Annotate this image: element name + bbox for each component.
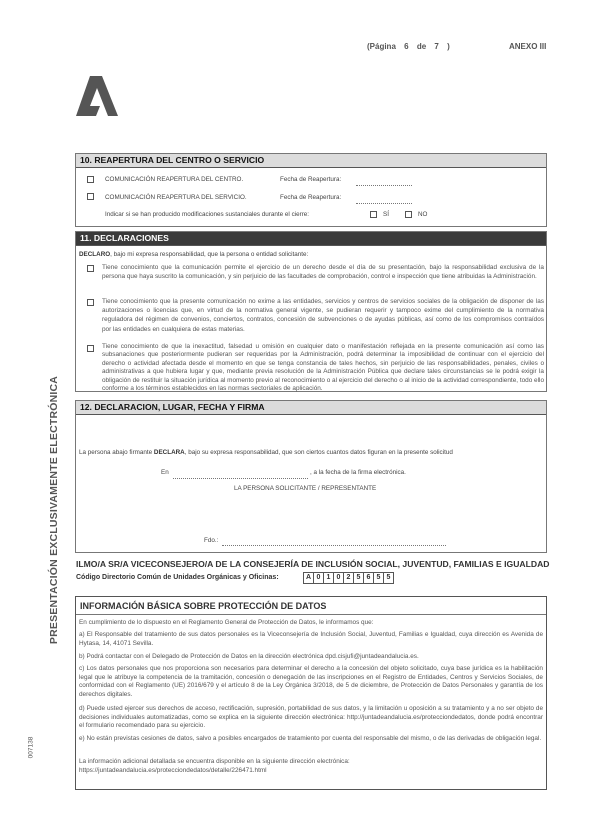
annex-label: ANEXO III xyxy=(509,42,547,51)
reopen-service-label: COMUNICACIÓN REAPERTURA DEL SERVICIO. xyxy=(105,194,247,201)
data-protection-divider xyxy=(76,614,546,615)
form-code: 007138 xyxy=(27,736,35,759)
reopen-service-date-input[interactable] xyxy=(356,203,412,204)
data-protection-d: d) Puede usted ejercer sus derechos de acceso, rectificación, supresión, portabilidad de sus datos, y la limitación u oposición a su tratamiento y a no ser objeto de decisiones individuales automatizadas, como se explica en la siguiente dirección electrónica: http://juntadeandalucia.es/protecciondedatos, donde podrá encontrar el formulario recomendado para su ejercicio. xyxy=(79,705,543,730)
section-11-title: 11. DECLARACIONES xyxy=(80,233,169,243)
data-protection-c: c) Los datos personales que nos proporciona son necesarios para determinar el derecho a la concesión del objeto solicitado, cuya base jurídica es la habilitación legal que le atribuye la competencia de la tramitación, concesión o denegación de las inscripciones en el Registro de Entidades, Centros y Servicios Sociales, de conformidad con el Reglamento (UE) 2016/679 y el artículo 8 de la Ley Orgánica 3/2018, de 5 de diciembre, de Protección de Datos Personales y garantía de los derechos digitales. xyxy=(79,665,543,698)
modifications-question: Indicar si se han producido modificaciones sustanciales durante el cierre: xyxy=(105,211,310,218)
vertical-presentation-text: PRESENTACIÓN EXCLUSIVAMENTE ELECTRÓNICA xyxy=(48,375,60,645)
data-protection-e: e) No están previstas cesiones de datos, salvo a posibles encargados de tratamiento por cuenta del responsable del mismo, o de las derivadas de obligación legal. xyxy=(79,735,542,742)
declaration-1-checkbox[interactable] xyxy=(87,265,94,272)
declaration-2-text: Tiene conocimiento que la presente comunicación no exime a las entidades, servicios y centros de servicios sociales de la obligación de disponer de las autorizaciones o licencias que, en virtud de la normativa general vigente, se pudieran requerir y tampoco exime del cumplimiento de la normativa reguladora del régimen de convenios, conciertos, contratos, concesión de subvenciones o de ayudas públicas, así como de los compromisos contraídos por las entidades en cualquiera de estas materias. xyxy=(102,298,544,333)
reopen-service-checkbox[interactable] xyxy=(87,193,94,200)
directory-code-char: A xyxy=(303,572,314,584)
reopen-service-date-label: Fecha de Reapertura: xyxy=(280,194,342,201)
reopen-center-label: COMUNICACIÓN REAPERTURA DEL CENTRO. xyxy=(105,176,244,183)
data-protection-section xyxy=(75,596,547,790)
data-protection-a: a) El Responsable del tratamiento de sus datos personales es la Viceconsejería de Inclusión Social, Juventud, Familias e Igualdad, cuya dirección es Avenida de Hytasa, 14, 41071 Sevilla. xyxy=(79,631,543,647)
declaration-intro xyxy=(79,251,308,258)
modifications-yes-label: SÍ xyxy=(383,211,389,218)
page-indicator xyxy=(367,42,450,51)
signature-declaration xyxy=(79,449,453,456)
directory-code-char: 0 xyxy=(333,572,344,584)
data-protection-intro: En cumplimiento de lo dispuesto en el Reglamento General de Protección de Datos, le informamos que: xyxy=(79,619,374,626)
reopen-center-date-label: Fecha de Reapertura: xyxy=(280,176,342,183)
declaration-intro-bold: DECLARO xyxy=(79,251,111,258)
data-protection-b: b) Podrá contactar con el Delegado de Protección de Datos en la dirección electrónica dpd.cisjufi@juntadeandalucia.es. xyxy=(79,653,419,660)
declaration-intro-rest: , bajo mi expresa responsabilidad, que la persona o entidad solicitante: xyxy=(110,251,309,258)
place-label: En xyxy=(161,469,169,476)
directory-code-char: 1 xyxy=(323,572,334,584)
page-number: 6 xyxy=(404,42,409,51)
modifications-yes-checkbox[interactable] xyxy=(370,211,377,218)
signature-declaration-b: , bajo su expresa responsabilidad, que son ciertos cuantos datos figuran en la presente solicitud xyxy=(184,449,453,456)
data-protection-title: INFORMACIÓN BÁSICA SOBRE PROTECCIÓN DE DATOS xyxy=(80,601,327,611)
page-close: ) xyxy=(447,42,450,51)
modifications-no-label: NO xyxy=(418,211,428,218)
signature-declaration-a: La persona abajo firmante xyxy=(79,449,154,456)
directory-code-char: 5 xyxy=(383,572,394,584)
directory-code-char: 6 xyxy=(363,572,374,584)
signature-label: Fdo.: xyxy=(204,537,219,544)
recipient-title: ILMO/A SR/A VICECONSEJERO/A DE LA CONSEJERÍA DE INCLUSIÓN SOCIAL, JUVENTUD, FAMILIAS E IGUALDAD xyxy=(76,559,550,569)
signature-input[interactable] xyxy=(222,545,446,546)
modifications-no-checkbox[interactable] xyxy=(405,211,412,218)
declaration-3-checkbox[interactable] xyxy=(87,345,94,352)
directory-code-char: 5 xyxy=(353,572,364,584)
section-10-header xyxy=(76,154,546,168)
declaration-2-checkbox[interactable] xyxy=(87,299,94,306)
declaration-3-text: Tiene conocimiento de que la inexactitud, falsedad u omisión en cualquier dato o manifestación reflejada en la presente comunicación así como las subsanaciones que posteriormente pudieran ser requeridas por la Administración, podrá determinar la imposibilidad de continuar con el ejercicio del derecho o actividad afectada desde el momento en que se tenga constancia de tales hechos, sin perjuicio de las responsabilidades, penales, civiles o administrativas a que hubiera lugar y que, mediante previa resolución de la Administración Pública que declare tales circunstancias se le podrá exigir la obligación de restituir la situación jurídica al momento previo al reconocimiento o al ejercicio del derecho o al inicio de la actividad correspondiente, todo ello conforme a los términos establecidos en las normas sectoriales de aplicación. xyxy=(102,343,544,393)
directory-code-label: Código Directorio Común de Unidades Orgánicas y Oficinas: xyxy=(76,574,279,581)
date-text: , a la fecha de la firma electrónica. xyxy=(310,469,406,476)
section-10-title: 10. REAPERTURA DEL CENTRO O SERVICIO xyxy=(80,155,265,165)
section-12-header xyxy=(76,401,546,415)
section-12 xyxy=(75,400,547,553)
section-11-header xyxy=(76,232,546,246)
directory-code-char: 0 xyxy=(313,572,324,584)
data-protection-more: La información adicional detallada se encuentra disponible en la siguiente dirección electrónica: xyxy=(79,758,350,765)
directory-code-char: 5 xyxy=(373,572,384,584)
junta-logo-icon xyxy=(76,76,118,116)
declaration-1-text: Tiene conocimiento que la comunicación permite el ejercicio de un derecho desde el día de su presentación, bajo la responsabilidad exclusiva de la persona que haya suscrito la comunicación, y sin perjuicio de las facultades de comprobación, control e inspección que tiene atribuidas la Administración. xyxy=(102,264,544,281)
place-input[interactable] xyxy=(173,478,308,479)
data-protection-url[interactable]: https://juntadeandalucia.es/protecciondedatos/detalle/226471.html xyxy=(79,767,267,774)
page-total: 7 xyxy=(434,42,439,51)
representative-label: LA PERSONA SOLICITANTE / REPRESENTANTE xyxy=(234,485,377,492)
reopen-center-date-input[interactable] xyxy=(356,185,412,186)
section-11 xyxy=(75,231,547,392)
signature-declaration-bold: DECLARA xyxy=(153,449,185,456)
directory-code-char: 2 xyxy=(343,572,354,584)
page-of: de xyxy=(416,42,427,51)
section-12-title: 12. DECLARACION, LUGAR, FECHA Y FIRMA xyxy=(80,402,265,412)
page-label: (Página xyxy=(367,42,396,51)
reopen-center-checkbox[interactable] xyxy=(87,176,94,183)
section-10 xyxy=(75,153,547,227)
